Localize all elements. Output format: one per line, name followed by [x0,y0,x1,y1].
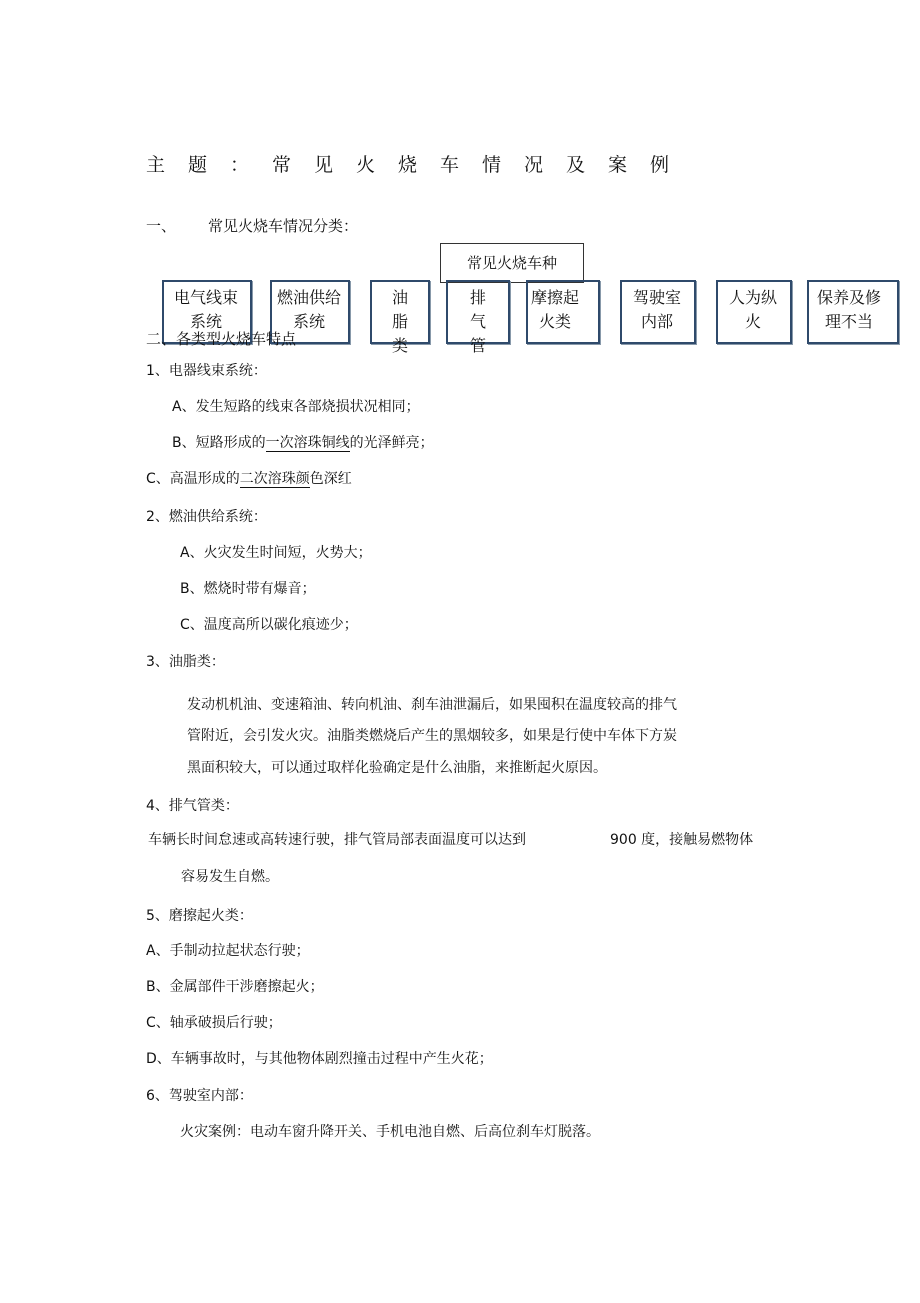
section-1-number: 一、 [146,217,177,235]
s5-item-b: B、金属部件干涉磨擦起火； [146,979,324,995]
s2-item-a: A、火灾发生时间短，火势大； [180,545,372,561]
page-title: 主题：常见火烧车情况及案例 [146,154,693,176]
s3-heading: 3、油脂类： [146,654,225,670]
s4-line-1a: 车辆长时间怠速或高转速行驶，排气管局部表面温度可以达到 [148,832,526,848]
category-label-exhaust: 排气管 [469,288,486,355]
category-label-cabin: 驾驶室内部 [633,288,682,331]
category-label-electrical: 电气线束系统 [173,288,238,331]
s6-heading: 6、驾驶室内部： [146,1088,253,1104]
s1-item-b-prefix: B、短路形成的 [172,435,266,451]
s5-item-c: C、轴承破损后行驶； [146,1015,282,1031]
s1-item-c-prefix: C、高温形成的 [146,471,240,487]
s5-item-d: D、车辆事故时，与其他物体剧烈撞击过程中产生火花； [146,1051,493,1067]
category-label-maintenance: 保养及修理不当 [816,288,881,331]
s3-line-1: 发动机机油、变速箱油、转向机油、刹车油泄漏后，如果囤积在温度较高的排气 [187,697,677,713]
s3-line-2: 管附近，会引发火灾。油脂类燃烧后产生的黑烟较多，如果是行使中车体下方炭 [187,728,677,744]
diagram-root-box: 常见火烧车种 [440,243,584,283]
s4-line-1b: 900 度，接触易燃物体 [610,832,754,848]
s1-item-b-underlined: 一次溶珠铜线 [265,435,350,451]
s4-heading: 4、排气管类： [146,798,239,814]
section-2-heading: 二、各类型火烧车特点 [146,330,297,348]
s2-item-b: B、燃烧时带有爆音； [180,581,316,597]
s5-item-a: A、手制动拉起状态行驶； [146,943,310,959]
category-label-fuel: 燃油供给系统 [276,288,341,331]
category-label-arson: 人为纵火 [729,288,778,331]
category-label-grease: 油脂类 [391,288,408,355]
s1-item-b [172,432,434,452]
s1-item-c-suffix: 色深红 [309,471,352,487]
s1-item-a: A、发生短路的线束各部烧损状况相同； [172,399,420,415]
section-1-heading: 常见火烧车情况分类： [208,217,359,235]
s2-heading: 2、燃油供给系统： [146,509,267,525]
category-label-friction: 摩擦起火类 [531,288,580,331]
s6-line-1: 火灾案例：电动车窗升降开关、手机电池自燃、后高位刹车灯脱落。 [180,1124,600,1140]
s4-line-2: 容易发生自燃。 [181,869,279,885]
s1-heading: 1、电器线束系统： [146,363,267,379]
s3-line-3: 黑面积较大，可以通过取样化验确定是什么油脂，来推断起火原因。 [187,760,607,776]
s1-item-c [146,468,352,488]
s5-heading: 5、磨擦起火类： [146,908,253,924]
s2-item-c: C、温度高所以碳化痕迹少； [180,617,358,633]
s1-item-c-underlined: 二次溶珠颜 [239,471,310,487]
s1-item-b-suffix: 的光泽鲜亮； [349,435,434,451]
